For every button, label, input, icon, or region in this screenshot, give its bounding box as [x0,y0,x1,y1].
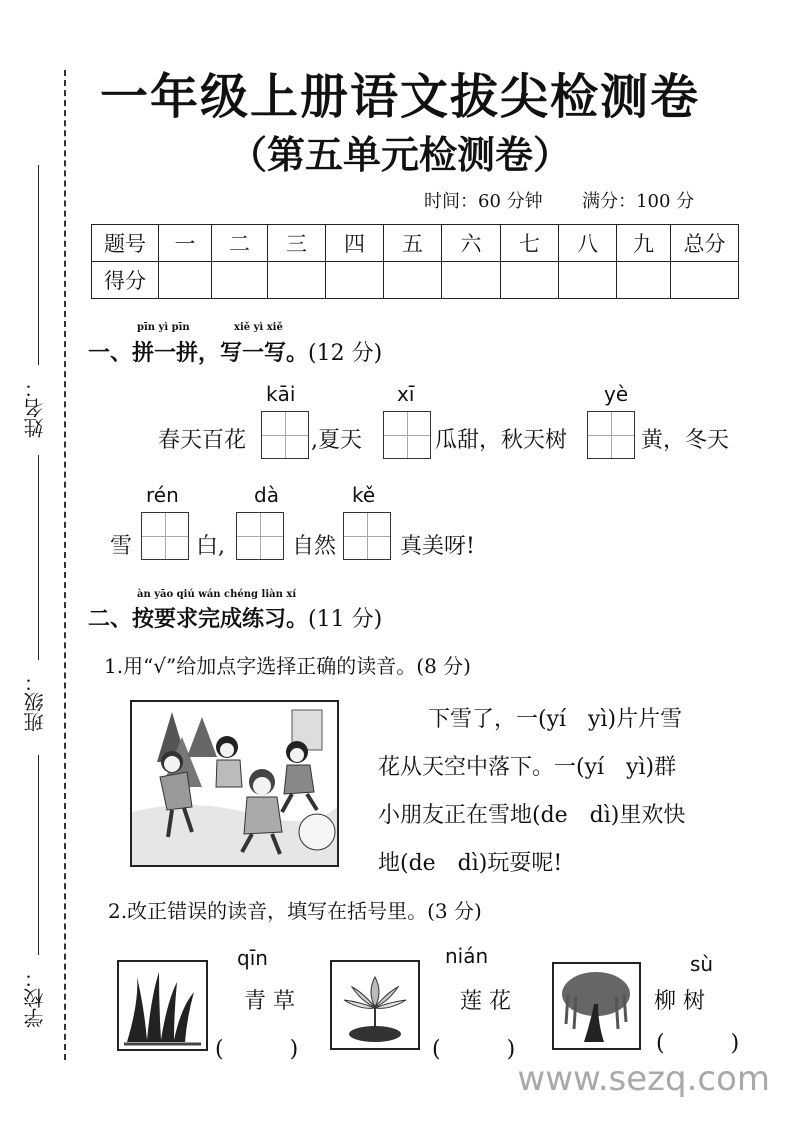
section1-heading [88,336,382,367]
pinyin-da: dà [254,483,279,507]
table-cell: 一 [159,225,212,262]
binding-dashed-line [64,70,66,1060]
table-cell: 四 [326,225,384,262]
section2-points: (11 分) [308,607,383,632]
tianzige-box[interactable] [343,512,391,560]
section1-title-a: 拼一拼， [132,340,221,366]
class-label: 班级： [23,672,47,732]
pinyin-nian: nián [445,944,489,968]
name-label: 姓名： [23,378,47,438]
table-cell: 八 [559,225,617,262]
score-table [91,224,739,299]
table-cell: 七 [501,225,559,262]
line1-text-1: 春天百花 [158,428,247,453]
word-liushu: 柳 树 [654,989,705,1014]
section1-title-b: 写一写。 [220,340,309,366]
pinyin-xi: xī [397,382,415,406]
page-subtitle: （第五单元检测卷） [228,132,571,177]
answer-paren[interactable]: ( ) [656,1031,740,1056]
line1-text-4: 黄，冬天 [641,428,730,453]
line2-text-4: 真美呀! [400,534,475,559]
score-input-cell[interactable] [326,262,384,299]
table-cell: 总分 [671,225,739,262]
table-cell: 题号 [92,225,159,262]
tianzige-box[interactable] [383,411,431,459]
word-lianhua: 莲 花 [460,989,511,1014]
score-input-cell[interactable] [559,262,617,299]
tianzige-box[interactable] [587,411,635,459]
pinyin-ye: yè [604,382,629,406]
section1-pinyin-a: pīn yì pīn [137,322,190,333]
line2-text-2: 白, [196,534,225,559]
section2-title: 按要求完成练习。 [132,606,309,632]
score-input-cell[interactable] [212,262,268,299]
line2-text-1: 雪 [110,534,133,559]
section2-pinyin: àn yāo qiú wán chéng liàn xí [137,589,297,600]
snow-scene-image [132,702,337,865]
willow-image [554,964,639,1048]
section2-heading [88,602,382,633]
passage-line: 花从天空中落下。一(yí yì)群 [378,755,677,780]
score-input-cell[interactable] [501,262,559,299]
score-input-cell[interactable] [671,262,739,299]
table-cell: 得分 [92,262,159,299]
full-score: 满分：100 分 [582,191,695,212]
section2-number: 二、 [88,606,133,632]
snow-children-illustration [130,700,339,867]
word-qingcao: 青 草 [244,989,295,1014]
score-input-cell[interactable] [268,262,326,299]
score-input-cell[interactable] [159,262,212,299]
class-fill-line[interactable] [38,455,39,660]
score-table-header-row [92,225,739,262]
pinyin-qin: qīn [237,946,268,970]
grass-picture [117,960,208,1051]
q1-passage [378,696,685,888]
line2-text-3: 自然 [292,534,337,559]
time-limit: 时间：60 分钟 [424,191,543,212]
pinyin-su: sù [690,952,714,976]
table-cell: 九 [617,225,671,262]
passage-line: 地(de dì)玩耍呢! [378,851,563,876]
name-fill-line [38,165,39,365]
q1-label: 1.用“√”给加点字选择正确的读音。(8 分) [104,654,471,678]
passage-line: 小朋友正在雪地(de dì)里欢快 [378,803,686,828]
watermark: www.sezq.com [517,1059,770,1099]
score-input-cell[interactable] [442,262,501,299]
school-label: 学校： [23,968,47,1028]
pinyin-ren: rén [146,483,179,507]
line1-text-2: ,夏天 [311,428,362,453]
score-input-cell[interactable] [384,262,442,299]
tianzige-box[interactable] [141,512,189,560]
table-cell: 六 [442,225,501,262]
section1-number: 一、 [88,340,133,366]
line1-text-3: 瓜甜，秋天树 [435,428,568,453]
grass-image [119,962,206,1049]
lotus-image [332,962,418,1048]
section1-points: (12 分) [308,341,383,366]
passage-line: 下雪了，一(yí yì)片片雪 [428,707,683,732]
tianzige-box[interactable] [261,411,309,459]
table-cell: 三 [268,225,326,262]
pinyin-ke: kě [352,483,376,507]
table-cell: 五 [384,225,442,262]
tianzige-box[interactable] [236,512,284,560]
exam-meta [424,187,694,213]
answer-paren[interactable]: ( ) [432,1037,516,1062]
score-input-cell[interactable] [617,262,671,299]
lotus-picture [330,960,420,1050]
score-table-score-row [92,262,739,299]
willow-picture [552,962,641,1050]
q2-label: 2.改正错误的读音，填写在括号里。(3 分) [108,899,482,923]
page-title: 一年级上册语文拔尖检测卷 [99,69,700,125]
section1-pinyin-b: xiě yì xiě [234,322,283,333]
school-fill-line[interactable] [38,755,39,955]
pinyin-kai: kāi [266,382,296,406]
table-cell: 二 [212,225,268,262]
answer-paren[interactable]: ( ) [215,1037,299,1062]
